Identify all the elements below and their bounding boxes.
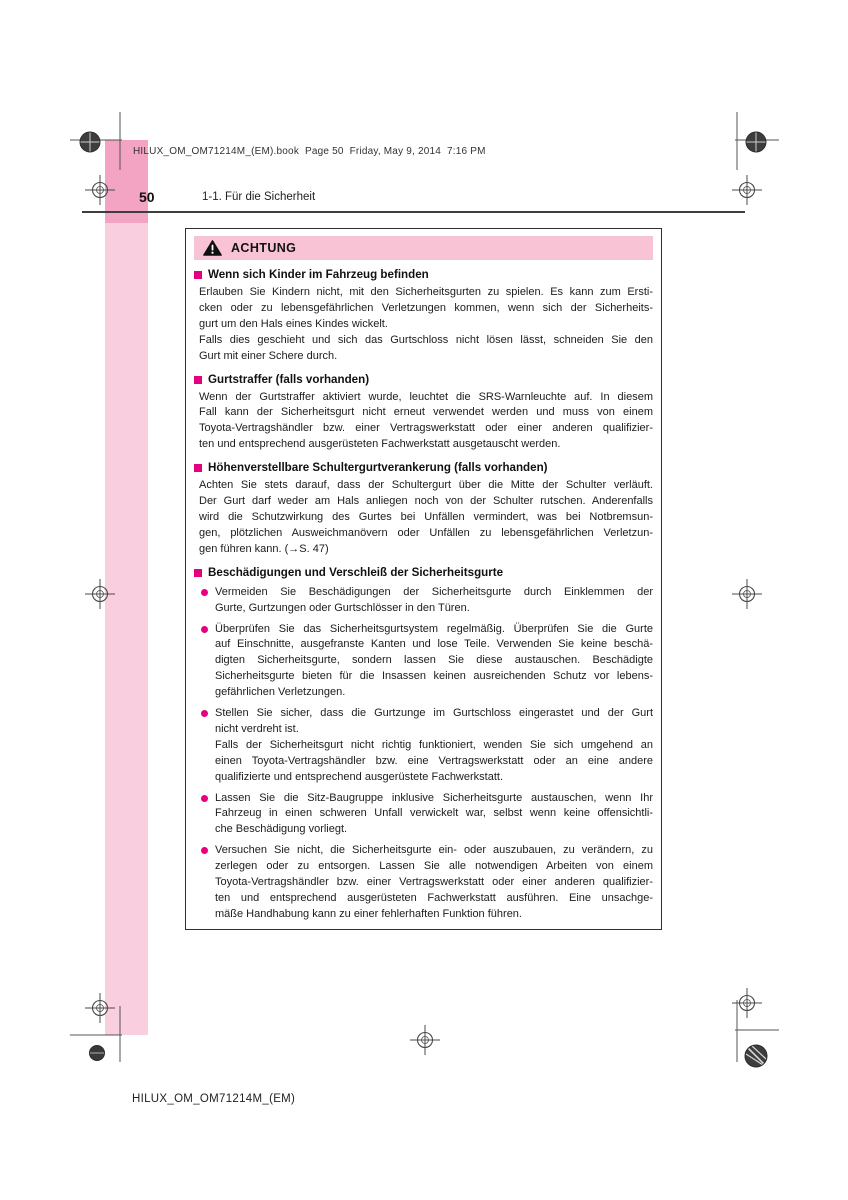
- paragraph: [215, 843, 653, 923]
- bullet-text: [215, 585, 653, 617]
- warning-section: [194, 268, 653, 365]
- text-line: ten und entsprechend ausgerüsteten Fachwerkstatt ausgetauscht werden.: [199, 438, 561, 451]
- text-line: Der Gurt darf weder am Hals anliegen noch von der Schulter rutschen. Anderenfalls: [199, 495, 653, 508]
- registration-mark-icon: [80, 132, 100, 152]
- bullet-text: [215, 791, 653, 839]
- square-bullet-icon: [194, 569, 202, 577]
- header-divider: [82, 211, 745, 213]
- text-line: ten und entsprechend ausgerüsteten Fachwerkstatt ausführen. Eine unsachge-: [215, 892, 653, 904]
- paragraph: [199, 285, 653, 333]
- paragraph: [215, 622, 653, 702]
- text-line: Versuchen Sie nicht, die Sicherheitsgurte ein- oder auszubauen, zu verändern, zu: [215, 844, 653, 857]
- text-line: Vermeiden Sie Beschädigungen der Sicherheitsgurte durch Einklemmen der: [215, 585, 653, 598]
- section-heading: [194, 373, 653, 387]
- text-line: Falls der Sicherheitsgurt nicht richtig funktioniert, wenden Sie sich umgehend an: [215, 738, 653, 751]
- bullet-list-item: [201, 791, 653, 839]
- text-line: Achten Sie stets darauf, dass der Schultergurt über die Mitte der Schulter verläuft.: [199, 479, 653, 492]
- text-line: einen Toyota-Vertragshändler bzw. eine Vertragswerkstatt oder an eine andere: [215, 754, 653, 767]
- warning-triangle-icon: [203, 240, 222, 256]
- bullet-text: [215, 622, 653, 702]
- text-line: gefährlichen Verletzungen.: [215, 686, 346, 699]
- text-line: mäße Handhabung kann zu einer fehlerhaften Funktion führen.: [215, 907, 522, 920]
- text-line: Lassen Sie die Sitz-Baugruppe inklusive Sicherheitsgurte austauschen, wenn Ihr: [215, 791, 653, 804]
- warning-content: [194, 268, 653, 923]
- square-bullet-icon: [194, 271, 202, 279]
- text-line: auf Einschnitte, ausgefranste Kanten und lose Teile. Verwenden Sie keine beschä-: [215, 638, 653, 651]
- text-line: Sicherheitsgurte bieten für die Insassen keinen ausreichenden Schutz vor lebens-: [215, 670, 653, 683]
- bullet-list-item: [201, 585, 653, 617]
- round-bullet-icon: [201, 795, 208, 802]
- text-line: zerlegen oder zu entsorgen. Lassen Sie alle notwendigen Arbeiten von einem: [215, 860, 653, 873]
- text-line: Toyota-Vertragshändler bzw. einer Vertragswerkstatt oder einer anderen qualifizier-: [215, 876, 653, 889]
- print-header: HILUX_OM_OM71214M_(EM).book Page 50 Friday, May 9, 2014 7:16 PM: [133, 146, 486, 157]
- text-line: Stellen Sie sicher, dass die Gurtzunge im Gurtschloss eingerastet und der Gurt: [215, 707, 653, 720]
- text-line: gurt um den Hals eines Kindes wickelt.: [199, 317, 388, 330]
- bullet-list-item: [201, 843, 653, 923]
- text-line: Fahrzeug in einen schweren Unfall verwickelt war, selbst wenn keine offensichtli-: [215, 807, 653, 820]
- round-bullet-icon: [201, 847, 208, 854]
- bullet-list-item: [201, 706, 653, 786]
- round-bullet-icon: [201, 589, 208, 596]
- warning-title: ACHTUNG: [231, 241, 297, 255]
- text-line: gen, plötzlichen Ausweichmanövern oder Unfällen zu lebensgefährlichen Verletzun-: [199, 526, 653, 539]
- text-line: cken oder zu lebensgefährlichen Verletzungen kommen, wenn sich der Sicherheits-: [199, 301, 653, 314]
- section-heading-text: Höhenverstellbare Schultergurtverankerung (falls vorhanden): [208, 461, 548, 475]
- registration-mark-icon: [746, 132, 766, 152]
- section-heading: [194, 566, 653, 580]
- section-heading-text: Gurtstraffer (falls vorhanden): [208, 372, 370, 386]
- section-heading-text: Wenn sich Kinder im Fahrzeug befinden: [208, 268, 429, 281]
- section-heading-text: Beschädigungen und Verschleiß der Sicherheitsgurte: [208, 565, 504, 579]
- warning-header-bar: [194, 236, 653, 260]
- bullet-text: [215, 843, 653, 923]
- paragraph: [215, 738, 653, 786]
- text-line: Gurt mit einer Schere durch.: [199, 349, 338, 362]
- warning-box: [185, 228, 662, 930]
- square-bullet-icon: [194, 464, 202, 472]
- text-line: Fall kann der Sicherheitsgurt nicht erneut verwendet werden und muss von einem: [199, 406, 653, 419]
- round-bullet-icon: [201, 626, 208, 633]
- bullet-list-item: [201, 622, 653, 702]
- section-heading: [194, 268, 653, 282]
- warning-section: [194, 461, 653, 558]
- round-bullet-icon: [201, 710, 208, 717]
- paragraph: [215, 585, 653, 617]
- print-footer: HILUX_OM_OM71214M_(EM): [132, 1093, 296, 1105]
- page-number: 50: [139, 189, 155, 205]
- paragraph: [199, 390, 653, 454]
- warning-section: [194, 566, 653, 923]
- text-line: wird die Schutzwirkung des Gurtes bei Unfällen vermindert, was bei Notbremsun-: [199, 510, 653, 523]
- section-heading: [194, 461, 653, 475]
- text-line: Erlauben Sie Kindern nicht, mit den Sicherheitsgurten zu spielen. Es kann zum Ersti-: [199, 286, 653, 298]
- square-bullet-icon: [194, 376, 202, 384]
- registration-mark-icon: [90, 1046, 105, 1061]
- warning-section: [194, 373, 653, 454]
- text-line: Toyota-Vertragshändler bzw. einer Vertragswerkstatt oder einer anderen qualifizier-: [199, 422, 653, 435]
- text-line: Wenn der Gurtstraffer aktiviert wurde, leuchtet die SRS-Warnleuchte auf. In diesem: [199, 390, 653, 403]
- text-line: digten Sicherheitsgurte, sondern lassen Sie diese austauschen. Beschädigte: [215, 654, 653, 667]
- pink-band: [105, 223, 148, 1035]
- bullet-text: [215, 706, 653, 786]
- paragraph: [215, 706, 653, 738]
- text-line: qualifizierte und entsprechend ausgerüstete Fachwerkstatt.: [215, 770, 503, 783]
- text-line: nicht verdreht ist.: [215, 722, 299, 735]
- chapter-title: 1-1. Für die Sicherheit: [202, 191, 316, 203]
- text-line: gen führen kann. (→S. 47): [199, 542, 329, 555]
- text-line: Gurte, Gurtzungen oder Gurtschlösser in den Türen.: [215, 601, 470, 614]
- text-line: Falls dies geschieht und sich das Gurtschloss nicht lösen lässt, schneiden Sie den: [199, 333, 653, 346]
- paragraph: [215, 791, 653, 839]
- paragraph: [199, 478, 653, 558]
- text-line: che Beschädigung vorliegt.: [215, 823, 348, 836]
- registration-mark-icon: [745, 1045, 767, 1067]
- text-line: Überprüfen Sie das Sicherheitsgurtsystem regelmäßig. Überprüfen Sie die Gurte: [215, 622, 653, 635]
- paragraph: [199, 333, 653, 365]
